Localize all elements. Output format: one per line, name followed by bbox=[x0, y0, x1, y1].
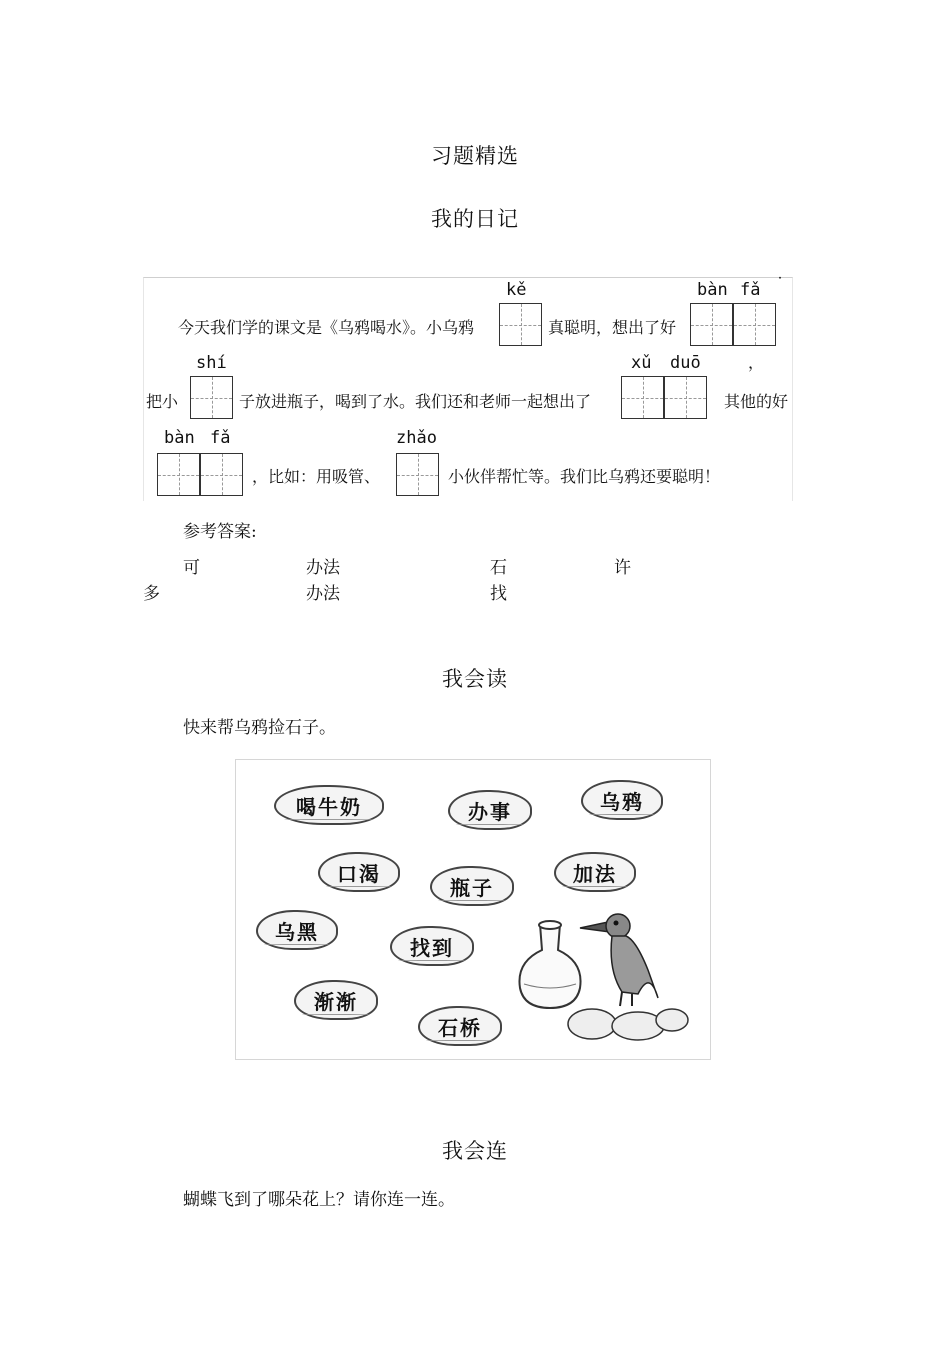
stones-illustration bbox=[235, 759, 711, 1060]
answer-box[interactable] bbox=[664, 376, 707, 419]
section-heading-connect: 我会连 bbox=[442, 1139, 508, 1163]
answer-box[interactable] bbox=[396, 453, 439, 496]
answer-box[interactable] bbox=[200, 453, 243, 496]
mark: ˙ bbox=[776, 274, 784, 293]
answer-box[interactable] bbox=[690, 303, 733, 346]
diary-text: 把小 bbox=[146, 392, 179, 411]
answer-item: 石 bbox=[490, 558, 507, 578]
answer-box[interactable] bbox=[499, 303, 542, 346]
pinyin-duo: duō bbox=[670, 353, 701, 373]
word-stone[interactable]: 渐渐 bbox=[294, 980, 378, 1020]
pinyin-ke: kě bbox=[506, 280, 527, 300]
answer-box[interactable] bbox=[157, 453, 200, 496]
page-title: 习题精选 bbox=[431, 144, 519, 168]
bottle-icon bbox=[514, 920, 586, 1012]
word-stone[interactable]: 找到 bbox=[390, 926, 474, 966]
answer-item: 办法 bbox=[306, 584, 340, 604]
pinyin-zhao: zhǎo bbox=[396, 428, 437, 448]
mark: ， bbox=[748, 353, 765, 372]
answer-item: 找 bbox=[490, 584, 507, 604]
diary-text: 其他的好 bbox=[724, 392, 789, 411]
diary-text: 小伙伴帮忙等。我们比乌鸦还要聪明！ bbox=[448, 467, 721, 486]
diary-text: ，比如：用吸管、 bbox=[252, 467, 381, 486]
answer-box[interactable] bbox=[621, 376, 664, 419]
answer-item: 办法 bbox=[306, 558, 340, 578]
diary-text: 今天我们学的课文是《乌鸦喝水》。小乌鸦 bbox=[178, 318, 475, 337]
answer-box[interactable] bbox=[190, 376, 233, 419]
pinyin-ban: bàn bbox=[164, 428, 195, 448]
word-stone[interactable]: 乌鸦 bbox=[581, 780, 663, 820]
pebbles-icon bbox=[564, 1004, 692, 1044]
answer-box[interactable] bbox=[733, 303, 776, 346]
pinyin-xu: xǔ bbox=[631, 353, 652, 373]
answer-label: 参考答案: bbox=[183, 522, 257, 542]
word-stone[interactable]: 加法 bbox=[554, 852, 636, 892]
section-heading-read: 我会读 bbox=[442, 667, 508, 691]
crow-icon bbox=[578, 910, 670, 1010]
section-heading-diary: 我的日记 bbox=[431, 207, 519, 231]
pinyin-fa: fǎ bbox=[210, 428, 231, 448]
pinyin-fa: fǎ bbox=[740, 280, 761, 300]
diary-exercise bbox=[143, 274, 793, 501]
answer-item: 可 bbox=[183, 558, 200, 578]
diary-text: 子放进瓶子，喝到了水。我们还和老师一起想出了 bbox=[239, 392, 592, 411]
answer-item: 许 bbox=[614, 558, 631, 578]
word-stone[interactable]: 石桥 bbox=[418, 1006, 502, 1046]
word-stone[interactable]: 喝牛奶 bbox=[274, 785, 384, 825]
word-stone[interactable]: 办事 bbox=[448, 790, 532, 830]
instruction-read: 快来帮乌鸦捡石子。 bbox=[183, 718, 336, 738]
diary-text: 真聪明，想出了好 bbox=[548, 318, 677, 337]
answer-item: 多 bbox=[143, 584, 160, 604]
word-stone[interactable]: 瓶子 bbox=[430, 866, 514, 906]
pinyin-ban: bàn bbox=[697, 280, 728, 300]
instruction-connect: 蝴蝶飞到了哪朵花上？请你连一连。 bbox=[183, 1190, 455, 1210]
word-stone[interactable]: 乌黑 bbox=[256, 910, 338, 950]
word-stone[interactable]: 口渴 bbox=[318, 852, 400, 892]
pinyin-shi: shí bbox=[196, 353, 227, 373]
